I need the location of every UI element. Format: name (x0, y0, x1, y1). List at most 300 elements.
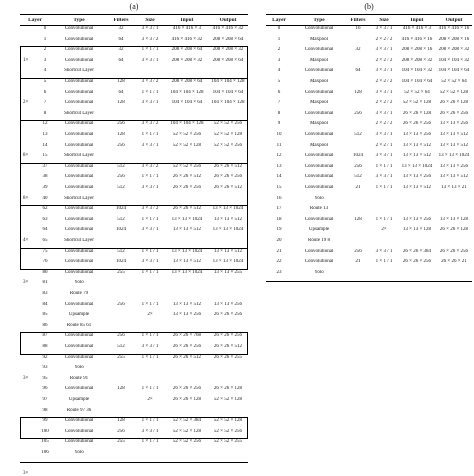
table-cell: 13 × 13 × 256 (402, 132, 432, 137)
header-cell: Type (313, 17, 325, 23)
table-cell: 16 (355, 26, 361, 31)
table-row (20, 270, 248, 277)
table-cell: Convolutional (64, 333, 94, 339)
table-cell: 3 × 3 / 1 (141, 259, 159, 265)
table-cell: 13 × 13 × 1024 (171, 216, 203, 222)
table-row (20, 365, 248, 372)
table-cell: 93 (42, 365, 48, 371)
table-cell: Route 79 (69, 291, 89, 296)
table-row (266, 121, 472, 128)
table-cell: 3 × 3 / 1 (375, 248, 393, 254)
table-row (266, 143, 472, 150)
table-cell: 52 × 52 × 128 (172, 142, 202, 148)
table-cell: 100 (41, 428, 49, 434)
table-cell: 3 × 3 / 1 (375, 110, 393, 116)
table-cell: 3 × 3 / 1 (141, 26, 159, 31)
table-cell: 208 × 208 × 32 (212, 47, 244, 53)
table-cell: Route 97 36 (66, 407, 92, 413)
header-cell: Input (180, 17, 194, 23)
table-cell: 2 × 2 / 2 (375, 79, 393, 84)
table-cell: 4 (43, 68, 47, 74)
table-cell: 3 × 3 / 2 (141, 36, 159, 42)
table-cell: 128 (117, 418, 125, 424)
table-cell: 80 (42, 269, 48, 275)
table-cell: 416 × 416 × 16 (438, 26, 470, 31)
table-cell: 26 × 26 × 128 (439, 100, 469, 106)
table-cell: 1 × 1 / 1 (141, 354, 159, 360)
table-cell: 2 (277, 47, 281, 53)
table-cell: 1 × 1 / 1 (141, 132, 159, 137)
table-row (20, 26, 248, 33)
table-cell: 1 × 1 / 1 (375, 163, 393, 169)
table-row (266, 227, 472, 234)
table-cell: 13 (276, 163, 282, 169)
table-cell: 256 (117, 121, 125, 127)
table-cell: 128 (117, 79, 125, 84)
table-cell: 13 × 13 × 512 (439, 132, 469, 137)
table-cell: Yolo (74, 365, 84, 371)
table-cell: 52 × 52 × 256 (213, 428, 243, 434)
table-cell: Shortcut Layer (64, 153, 94, 159)
table-cell: 12 (276, 153, 282, 159)
header-cell: Output (445, 17, 463, 23)
table-row (266, 196, 472, 203)
table-cell: Convolutional (64, 47, 94, 53)
table-cell: Convolutional (64, 174, 94, 180)
table-cell: 63 (42, 216, 48, 222)
table-cell: 26 × 26 × 256 (213, 333, 243, 339)
header-cell: Layer (28, 17, 42, 23)
table-cell: 104 × 104 × 128 (170, 121, 204, 127)
table-cell: 13 × 13 × 1024 (212, 259, 244, 265)
table-cell: 26 × 26 × 512 (172, 206, 202, 212)
table-cell: 1 × 1 / 1 (375, 216, 393, 222)
table-cell: Shortcut Layer (64, 68, 94, 74)
table-cell: 104 × 104 × 128 (211, 79, 245, 84)
table-cell: 3 × 3 / 1 (141, 185, 159, 190)
table-cell: 3 × 3 / 2 (141, 121, 159, 127)
repeat-count-label: 4× (23, 238, 29, 243)
table-cell: 104 × 104 × 128 (170, 89, 204, 95)
table-cell: 13 × 13 × 512 (402, 153, 432, 159)
table-cell: 86 (42, 322, 48, 328)
table-cell: 1 (43, 36, 47, 42)
table-row (20, 302, 248, 309)
table-cell: 3 × 3 / 1 (375, 68, 393, 74)
table-cell: 21 (355, 259, 361, 265)
table-cell: Convolutional (64, 36, 94, 42)
table-cell: 1024 (116, 206, 126, 212)
table-cell: Convolutional (64, 227, 94, 233)
table-cell: 87 (42, 333, 48, 339)
residual-block-box (20, 46, 248, 79)
table-cell: 52 × 52 × 128 (402, 100, 432, 106)
table-bottom-rule (20, 462, 248, 463)
table-cell: 10 (276, 132, 282, 137)
table-cell: 13 (42, 132, 48, 137)
repeat-count-label: 2× (23, 100, 29, 106)
table-cell: 208 × 208 × 64 (212, 36, 244, 42)
table-cell: 13 × 13 × 512 (213, 216, 243, 222)
table-cell: 13 × 13 × 256 (439, 121, 469, 127)
table-cell: 5 (43, 79, 47, 84)
table-cell: 26 × 26 × 768 (172, 333, 202, 339)
table-cell: Convolutional (64, 386, 94, 392)
table-cell: 26 × 26 × 256 (172, 386, 202, 392)
table-cell: 1 × 1 / 1 (141, 301, 159, 307)
table-cell: 6 (277, 89, 281, 95)
table-cell: 12 (42, 121, 48, 127)
table-row (266, 68, 472, 75)
table-cell: Convolutional (304, 89, 334, 95)
table-cell: 8 (43, 110, 47, 116)
table-cell: Convolutional (304, 47, 334, 53)
table-cell: 85 (42, 312, 48, 318)
table-b (266, 14, 472, 275)
table-row (266, 26, 472, 33)
table-cell: 26 × 26 × 256 (439, 248, 469, 254)
table-cell: 81 (42, 280, 48, 286)
table-cell: 6 (43, 89, 47, 95)
header-cell: Output (219, 17, 237, 23)
table-cell: Convolutional (64, 216, 94, 222)
table-cell: Route 13 (309, 206, 329, 212)
table-row (266, 217, 472, 224)
table-cell: 83 (42, 291, 48, 296)
table-header (20, 14, 248, 26)
table-cell: 13 × 13 × 256 (402, 216, 432, 222)
table-cell: Convolutional (304, 26, 334, 31)
table-cell: 7 (277, 100, 281, 106)
table-cell: 13 × 13 × 256 (172, 312, 202, 318)
table-cell: 104 × 104 × 64 (171, 100, 203, 106)
table-cell: 255 (117, 269, 125, 275)
table-cell: Convolutional (64, 259, 94, 265)
table-cell: 26 × 26 × 128 (213, 386, 243, 392)
table-cell: 0 (43, 26, 47, 31)
table-cell: 8 (277, 110, 281, 116)
header-cell: Type (73, 17, 85, 23)
table-cell: 52 × 52 × 255 (213, 439, 243, 445)
table-cell: 52 × 52 × 128 (213, 397, 243, 402)
table-cell: 32 (355, 47, 361, 53)
table-cell: 416 × 416 × 32 (171, 36, 203, 42)
table-cell: 97 (42, 397, 48, 402)
table-row (20, 312, 248, 319)
table-cell: 64 (118, 57, 124, 63)
table-cell: 3 × 3 / 1 (375, 153, 393, 159)
table-cell: Maxpool (309, 36, 329, 42)
table-cell: 1 × 1 / 1 (375, 259, 393, 265)
table-cell: Yolo (314, 269, 324, 275)
table-cell: Convolutional (64, 89, 94, 95)
table-cell: 13 × 13 × 512 (402, 142, 432, 148)
table-cell: 26 × 26 × 512 (213, 185, 243, 190)
table-row (20, 408, 248, 415)
table-cell: 13 × 13 × 512 (439, 142, 469, 148)
table-cell: 104 × 104 × 32 (401, 68, 433, 74)
residual-block-box (20, 163, 248, 206)
table-row (266, 37, 472, 44)
table-cell: Convolutional (64, 418, 94, 424)
table-cell: Convolutional (64, 57, 94, 63)
table-cell: 104 × 104 × 64 (438, 68, 470, 74)
table-cell: 92 (42, 354, 48, 360)
table-cell: 21 (276, 248, 282, 254)
table-cell: 62 (42, 206, 48, 212)
table-cell: 26 × 26 × 128 (439, 227, 469, 233)
table-row (266, 132, 472, 139)
table-cell: 64 (118, 36, 124, 42)
header-cell: Size (379, 17, 389, 23)
table-cell: Convolutional (64, 269, 94, 275)
table-cell: 13 × 13 × 256 (402, 174, 432, 180)
table-cell: 26 × 26 × 256 (402, 259, 432, 265)
table-cell: 4 (277, 68, 281, 74)
table-cell: 256 (117, 301, 125, 307)
table-cell: Convolutional (304, 174, 334, 180)
table-cell: 26 × 26 × 512 (172, 354, 202, 360)
table-row (20, 386, 248, 393)
table-header (266, 14, 472, 26)
table-a (20, 14, 248, 476)
table-cell: 1 × 1 / 1 (141, 439, 159, 445)
header-cell: Filters (113, 17, 129, 23)
table-row (266, 58, 472, 65)
table-cell: 15 (42, 153, 48, 159)
table-row (266, 259, 472, 266)
table-cell: 2 (43, 47, 47, 53)
table-cell: 2 × 2 / 2 (375, 100, 393, 106)
table-cell: 256 (117, 174, 125, 180)
table-row (266, 47, 472, 54)
table-cell: Convolutional (64, 354, 94, 360)
table-cell: Maxpool (309, 142, 329, 148)
table-cell: Convolutional (64, 301, 94, 307)
table-cell: 3 × 3 / 1 (141, 57, 159, 63)
table-cell: 3 (277, 57, 281, 63)
table-cell: 3 × 3 / 1 (375, 47, 393, 53)
table-cell: 99 (42, 418, 48, 424)
header-cell: Size (145, 17, 155, 23)
table-cell: Route 19 8 (308, 238, 330, 243)
table-cell: 128 (354, 216, 362, 222)
table-cell: 26 × 26 × 512 (172, 174, 202, 180)
table-cell: 13 × 13 × 128 (402, 227, 432, 233)
table-cell: 1 × 1 / 1 (141, 216, 159, 222)
table-cell: 255 (117, 439, 125, 445)
table-cell: 52 × 52 × 128 (439, 89, 469, 95)
table-cell: 512 (117, 185, 125, 190)
table-cell: 32 (118, 47, 124, 53)
table-cell: 256 (117, 142, 125, 148)
header-cell: Layer (272, 17, 286, 23)
table-cell: 2 × 2 / 1 (375, 142, 393, 148)
table-cell: 208 × 208 × 16 (438, 36, 470, 42)
table-cell: 1 × 1 / 1 (141, 174, 159, 180)
table-cell: 26 × 26 × 256 (172, 344, 202, 349)
table-cell: Convolutional (64, 439, 94, 445)
table-cell: Convolutional (304, 68, 334, 74)
table-cell: Upsample (68, 312, 90, 318)
table-cell: 26 × 26 × 512 (213, 163, 243, 169)
table-bottom-rule (266, 281, 472, 282)
table-row (266, 79, 472, 86)
table-cell: 64 (118, 89, 124, 95)
table-cell: 128 (117, 132, 125, 137)
table-cell: 416 × 416 × 3 (172, 26, 202, 31)
table-cell: 256 (354, 248, 362, 254)
table-cell: Convolutional (304, 248, 334, 254)
table-cell: 105 (41, 439, 49, 445)
table-cell: Route 85 61 (66, 322, 92, 328)
table-row (266, 270, 472, 277)
residual-block-box (20, 120, 248, 163)
table-cell: 128 (117, 386, 125, 392)
table-cell: 13 × 13 × 512 (172, 301, 202, 307)
table-cell: 76 (42, 259, 48, 265)
table-cell: Convolutional (64, 163, 94, 169)
table-cell: 208 × 208 × 32 (438, 47, 470, 53)
table-cell: 52 × 52 × 256 (172, 132, 202, 137)
table-cell: 3 × 3 / 2 (141, 79, 159, 84)
table-cell: 3 × 3 / 1 (375, 174, 393, 180)
table-cell: Upsample (68, 397, 90, 402)
table-cell: Shortcut Layer (64, 195, 94, 201)
table-cell: 2× (147, 312, 153, 318)
table-cell: 256 (354, 163, 362, 169)
table-cell: 26 × 26 × 512 (213, 344, 243, 349)
table-cell: 3 (43, 57, 47, 63)
table-cell: 104 × 104 × 64 (212, 89, 244, 95)
table-cell: 1 × 1 / 1 (141, 47, 159, 53)
header-cell: Filters (350, 17, 366, 23)
table-cell: 13 × 13 × 512 (172, 227, 202, 233)
table-cell: 26 × 26 × 256 (439, 110, 469, 116)
table-cell: 19 (276, 227, 282, 233)
table-row (20, 355, 248, 362)
table-cell: 208 × 208 × 64 (171, 47, 203, 53)
table-row (266, 185, 472, 192)
table-cell: Convolutional (64, 79, 94, 84)
table-cell: 26 × 26 × 256 (213, 174, 243, 180)
residual-block-box (20, 78, 248, 121)
table-cell: 52 × 52 × 64 (404, 89, 430, 95)
table-cell: 52 × 52 × 128 (172, 428, 202, 434)
table-cell: 512 (117, 163, 125, 169)
table-cell: 416 × 416 × 16 (401, 36, 433, 42)
table-cell: Maxpool (309, 121, 329, 127)
table-cell: 26 × 26 × 21 (441, 259, 467, 265)
table-cell: 2 × 2 / 2 (375, 57, 393, 63)
table-cell: 3 × 3 / 1 (141, 100, 159, 106)
table-cell: 1 × 1 / 1 (141, 89, 159, 95)
header-cell: Input (410, 17, 424, 23)
table-cell: 416 × 416 × 32 (212, 26, 244, 31)
table-cell: 2 × 2 / 2 (375, 121, 393, 127)
table-cell: 512 (117, 344, 125, 349)
table-cell: Convolutional (64, 100, 94, 106)
table-cell: Maxpool (309, 57, 329, 63)
table-cell: 21 (355, 185, 361, 190)
table-cell: 1024 (353, 153, 363, 159)
repeat-count-label: 8× (23, 195, 29, 201)
table-cell: 15 (276, 185, 282, 190)
table-cell: 52 × 52 × 256 (172, 163, 202, 169)
table-cell: 3 × 3 / 1 (375, 26, 393, 31)
table-cell: 1 × 1 / 1 (141, 386, 159, 392)
table-cell: 1 × 1 / 1 (141, 248, 159, 254)
table-cell: 13 × 13 × 1024 (171, 269, 203, 275)
table-cell: Convolutional (64, 206, 94, 212)
table-cell: 106 (41, 450, 49, 455)
table-cell: 1024 (116, 227, 126, 233)
table-cell: 39 (42, 185, 48, 190)
table-cell: 14 (42, 142, 48, 148)
table-cell: 52 × 52 × 256 (213, 142, 243, 148)
table-cell: 512 (354, 132, 362, 137)
table-cell: 13 × 13 × 1024 (212, 206, 244, 212)
table-cell: 3 × 3 / 1 (141, 344, 159, 349)
table-cell: 20 (276, 238, 282, 243)
table-cell: 26 × 26 × 256 (213, 312, 243, 318)
table-cell: 2× (147, 397, 153, 402)
table-cell: 512 (117, 216, 125, 222)
table-cell: Convolutional (64, 185, 94, 190)
table-cell: 52 × 52 × 128 (213, 132, 243, 137)
table-cell: 52 × 52 × 256 (172, 439, 202, 445)
table-cell: 22 (276, 259, 282, 265)
table-cell: Convolutional (64, 121, 94, 127)
table-cell: 95 (42, 375, 48, 381)
table-cell: 3 × 3 / 1 (141, 142, 159, 148)
table-cell: 18 (276, 216, 282, 222)
table-cell: 104 × 104 × 128 (211, 100, 245, 106)
table-cell: 3 × 3 / 1 (375, 132, 393, 137)
table-cell: 208 × 208 × 16 (401, 47, 433, 53)
table-cell: 88 (42, 344, 48, 349)
table-cell: 26 × 26 × 128 (402, 110, 432, 116)
table-row (266, 164, 472, 171)
repeat-count-label: 3× (23, 280, 29, 286)
table-cell: Maxpool (309, 79, 329, 84)
table-row (266, 111, 472, 118)
table-cell: 13 × 13 × 256 (439, 163, 469, 169)
table-cell: 1 × 1 / 1 (375, 185, 393, 190)
table-cell: 208 × 208 × 32 (401, 57, 433, 63)
table-cell: 52 × 52 × 256 (213, 121, 243, 127)
table-cell: 13 × 13 × 21 (441, 185, 467, 190)
table-cell: Shortcut Layer (64, 110, 94, 116)
table-cell: Convolutional (64, 26, 94, 31)
table-cell: 32 (118, 26, 124, 31)
table-cell: 52 × 52 × 384 (172, 418, 202, 424)
table-cell: 11 (276, 142, 282, 148)
table-cell: 416 × 416 × 3 (402, 26, 432, 31)
table-cell: Shortcut Layer (64, 238, 94, 243)
table-cell: 65 (42, 238, 48, 243)
table-cell: 3 × 3 / 2 (141, 163, 159, 169)
table-cell: 9 (277, 121, 281, 127)
table-cell: 1 (277, 36, 281, 42)
table-cell: 512 (354, 174, 362, 180)
table-cell: Yolo (74, 450, 84, 455)
table-cell: 256 (117, 428, 125, 434)
residual-block-box (20, 332, 248, 354)
table-cell: 52 × 52 × 128 (213, 418, 243, 424)
table-cell: 26 × 26 × 256 (172, 185, 202, 190)
table-row (266, 153, 472, 160)
